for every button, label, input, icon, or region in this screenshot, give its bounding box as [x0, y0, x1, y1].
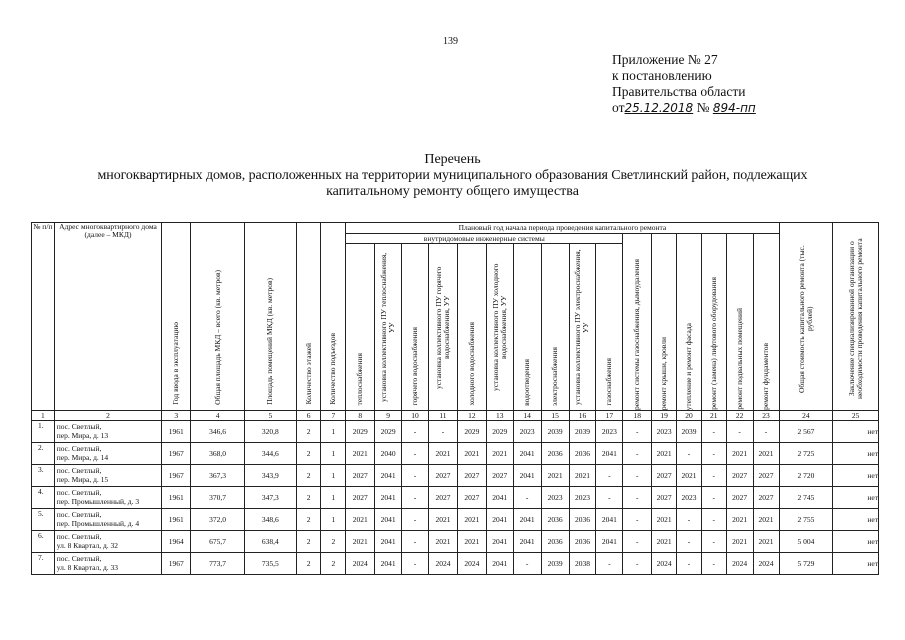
cell-col-21: - [701, 421, 726, 443]
title-line-2: многоквартирных домов, расположенных на территории муниципального образования Светлинский район, подлежащих [97, 168, 808, 183]
cell-col-17: - [596, 553, 623, 575]
cell-col-19: 2027 [652, 465, 677, 487]
cell-col-18: - [623, 487, 652, 509]
cell-col-18: - [623, 465, 652, 487]
header-year: Год ввода в эксплуатацию [162, 223, 191, 411]
header-systems-group: внутридомовые инженерные системы [346, 234, 623, 244]
cell-col-17: 2041 [596, 531, 623, 553]
cell-col-23: 2021 [753, 531, 779, 553]
cell-col-20: 2039 [677, 421, 702, 443]
cell-col-25: нет [833, 421, 879, 443]
cell-col-24: 5 004 [779, 531, 833, 553]
cell-col-20: - [677, 509, 702, 531]
cell-col-22: 2024 [726, 553, 753, 575]
cell-col-3: 1967 [162, 553, 191, 575]
cell-col-18: - [623, 421, 652, 443]
cell-col-16: 2036 [569, 531, 596, 553]
header-basement: ремонт подвальных помещений [726, 234, 753, 411]
table-row [32, 509, 879, 531]
cell-col-23: 2024 [753, 553, 779, 575]
cell-col-5: 343,9 [244, 465, 296, 487]
cell-col-4: 367,3 [191, 465, 245, 487]
cell-col-6: 2 [296, 443, 321, 465]
cell-col-22: 2021 [726, 531, 753, 553]
column-number: 13 [486, 411, 513, 421]
header-total-area: Общая площадь МКД – всего (кв. метров) [191, 223, 245, 411]
row-number: 3. [32, 465, 55, 487]
row-number: 4. [32, 487, 55, 509]
cell-col-16: 2039 [569, 421, 596, 443]
cell-col-15: 2036 [541, 443, 569, 465]
appendix-government: Правительства области [612, 84, 746, 99]
cell-col-10: - [402, 531, 429, 553]
cell-col-23: 2021 [753, 509, 779, 531]
column-number: 6 [296, 411, 321, 421]
cell-col-23: 2027 [753, 465, 779, 487]
cell-col-4: 370,7 [191, 487, 245, 509]
cell-col-19: 2024 [652, 553, 677, 575]
cell-col-15: 2023 [541, 487, 569, 509]
cell-col-3: 1961 [162, 487, 191, 509]
column-number: 4 [191, 411, 245, 421]
cell-col-11: 2024 [428, 553, 457, 575]
cell-col-13: 2029 [486, 421, 513, 443]
cell-col-20: - [677, 443, 702, 465]
document-title [0, 152, 905, 200]
cell-col-12: 2021 [457, 531, 486, 553]
appendix-date-line [612, 100, 756, 116]
cell-col-21: - [701, 465, 726, 487]
address-settlement: пос. Светлый, [56, 422, 102, 431]
cell-col-25: нет [833, 509, 879, 531]
column-number: 2 [54, 411, 162, 421]
cell-col-5: 348,6 [244, 509, 296, 531]
cell-col-12: 2021 [457, 443, 486, 465]
row-address [54, 421, 162, 443]
cell-col-18: - [623, 509, 652, 531]
cell-col-3: 1961 [162, 421, 191, 443]
cell-col-20: - [677, 531, 702, 553]
header-roof: ремонт крыши, кровли [652, 234, 677, 411]
row-address [54, 443, 162, 465]
column-number: 25 [833, 411, 879, 421]
cell-col-14: 2041 [513, 465, 541, 487]
title-line-3: капитальному ремонту общего имущества [326, 184, 579, 199]
address-street: пер. Промышленный, д. 4 [56, 519, 140, 528]
cell-col-14: 2041 [513, 443, 541, 465]
cell-col-8: 2027 [346, 487, 375, 509]
cell-col-24: 5 729 [779, 553, 833, 575]
row-number: 2. [32, 443, 55, 465]
cell-col-14: 2041 [513, 531, 541, 553]
page-number: 139 [443, 36, 458, 47]
cell-col-20: 2021 [677, 465, 702, 487]
address-settlement: пос. Светлый, [56, 532, 102, 541]
address-street: пер. Мира, д. 14 [56, 453, 109, 462]
cell-col-12: 2027 [457, 465, 486, 487]
appendix-title: Приложение № 27 [612, 52, 718, 67]
header-cold-water-meter: установка коллективного ПУ холодного водоснабжения, УУ [486, 244, 513, 411]
cell-col-14: - [513, 553, 541, 575]
header-hot-water: горячего водоснабжения [402, 244, 429, 411]
header-conclusion: Заключение специализированной организации о необходимости проведения капитального ремонта [833, 223, 879, 411]
cell-col-16: 2021 [569, 465, 596, 487]
cell-col-15: 2021 [541, 465, 569, 487]
appendix-block [612, 52, 756, 116]
column-number: 19 [652, 411, 677, 421]
column-number: 9 [375, 411, 402, 421]
cell-col-19: 2021 [652, 509, 677, 531]
column-number: 1 [32, 411, 55, 421]
cell-col-3: 1967 [162, 443, 191, 465]
header-plan-group: Плановый год начала периода проведения капитального ремонта [346, 223, 779, 234]
header-entrances: Количество подъездов [321, 223, 346, 411]
header-floors: Количество этажей [296, 223, 321, 411]
cell-col-13: 2041 [486, 531, 513, 553]
column-number: 12 [457, 411, 486, 421]
cell-col-8: 2024 [346, 553, 375, 575]
cell-col-12: 2024 [457, 553, 486, 575]
cell-col-7: 1 [321, 421, 346, 443]
cell-col-14: 2023 [513, 421, 541, 443]
cell-col-13: 2041 [486, 487, 513, 509]
header-heating-meter: установка коллективного ПУ теплоснабжения, УУ [375, 244, 402, 411]
header-gas-system-repair: ремонт системы газоснабжения, дымоудаления [623, 234, 652, 411]
header-number: № п/п [32, 223, 55, 411]
column-number: 14 [513, 411, 541, 421]
table-body [32, 421, 879, 575]
cell-col-16: 2038 [569, 553, 596, 575]
address-settlement: пос. Светлый, [56, 488, 102, 497]
cell-col-3: 1964 [162, 531, 191, 553]
cell-col-20: - [677, 553, 702, 575]
cell-col-6: 2 [296, 465, 321, 487]
appendix-date: 25.12.2018 [624, 101, 694, 115]
cell-col-16: 2036 [569, 509, 596, 531]
cell-col-6: 2 [296, 531, 321, 553]
header-hot-water-meter: установка коллективного ПУ горячего водоснабжения, УУ [428, 244, 457, 411]
cell-col-4: 368,0 [191, 443, 245, 465]
address-settlement: пос. Светлый, [56, 510, 102, 519]
cell-col-21: - [701, 443, 726, 465]
column-number: 8 [346, 411, 375, 421]
header-total-cost: Общая стоимость капитального ремонта (тыс. рублей) [779, 223, 833, 411]
cell-col-15: 2036 [541, 531, 569, 553]
table-row [32, 443, 879, 465]
column-number: 10 [402, 411, 429, 421]
column-number: 7 [321, 411, 346, 421]
cell-col-11: 2027 [428, 487, 457, 509]
cell-col-13: 2021 [486, 443, 513, 465]
cell-col-25: нет [833, 531, 879, 553]
appendix-resolution: к постановлению [612, 68, 712, 83]
address-street: ул. 8 Квартал, д. 33 [56, 563, 119, 572]
cell-col-19: 2021 [652, 531, 677, 553]
column-number: 5 [244, 411, 296, 421]
header-foundation: ремонт фундаментов [753, 234, 779, 411]
cell-col-9: 2041 [375, 509, 402, 531]
cell-col-20: 2023 [677, 487, 702, 509]
column-number: 23 [753, 411, 779, 421]
column-number: 17 [596, 411, 623, 421]
cell-col-18: - [623, 443, 652, 465]
cell-col-22: 2027 [726, 465, 753, 487]
table-row [32, 465, 879, 487]
cell-col-24: 2 745 [779, 487, 833, 509]
cell-col-3: 1967 [162, 465, 191, 487]
address-street: ул. 8 Квартал, д. 32 [56, 541, 119, 550]
cell-col-8: 2029 [346, 421, 375, 443]
address-street: пер. Промышленный, д. 3 [56, 497, 140, 506]
cell-col-17: - [596, 465, 623, 487]
header-electricity-meter: установка коллективного ПУ электроснабжения, УУ [569, 244, 596, 411]
cell-col-13: 2041 [486, 509, 513, 531]
cell-col-6: 2 [296, 487, 321, 509]
cell-col-10: - [402, 443, 429, 465]
row-address [54, 465, 162, 487]
address-settlement: пос. Светлый, [56, 466, 102, 475]
cell-col-22: 2027 [726, 487, 753, 509]
cell-col-13: 2027 [486, 465, 513, 487]
cell-col-5: 638,4 [244, 531, 296, 553]
header-facade: утепление и ремонт фасада [677, 234, 702, 411]
cell-col-22: - [726, 421, 753, 443]
cell-col-12: 2021 [457, 509, 486, 531]
cell-col-13: 2041 [486, 553, 513, 575]
table-row [32, 487, 879, 509]
cell-col-7: 1 [321, 509, 346, 531]
cell-col-15: 2036 [541, 509, 569, 531]
cell-col-18: - [623, 553, 652, 575]
cell-col-23: - [753, 421, 779, 443]
repair-table [31, 222, 879, 575]
cell-col-10: - [402, 487, 429, 509]
cell-col-22: 2021 [726, 509, 753, 531]
row-address [54, 509, 162, 531]
address-street: пер. Мира, д. 13 [56, 431, 109, 440]
column-number-row [32, 411, 879, 421]
cell-col-7: 2 [321, 531, 346, 553]
cell-col-7: 1 [321, 487, 346, 509]
cell-col-11: 2021 [428, 531, 457, 553]
column-number: 16 [569, 411, 596, 421]
cell-col-12: 2029 [457, 421, 486, 443]
address-settlement: пос. Светлый, [56, 444, 102, 453]
cell-col-3: 1961 [162, 509, 191, 531]
cell-col-25: нет [833, 443, 879, 465]
cell-col-14: - [513, 487, 541, 509]
cell-col-5: 347,3 [244, 487, 296, 509]
cell-col-4: 773,7 [191, 553, 245, 575]
cell-col-9: 2040 [375, 443, 402, 465]
cell-col-4: 346,6 [191, 421, 245, 443]
cell-col-17: - [596, 487, 623, 509]
cell-col-25: нет [833, 487, 879, 509]
cell-col-5: 320,8 [244, 421, 296, 443]
cell-col-17: 2023 [596, 421, 623, 443]
cell-col-18: - [623, 531, 652, 553]
cell-col-16: 2023 [569, 487, 596, 509]
cell-col-23: 2021 [753, 443, 779, 465]
column-number: 15 [541, 411, 569, 421]
header-gas: газоснабжения [596, 244, 623, 411]
cell-col-24: 2 755 [779, 509, 833, 531]
row-number: 7. [32, 553, 55, 575]
column-number: 18 [623, 411, 652, 421]
cell-col-11: - [428, 421, 457, 443]
cell-col-8: 2027 [346, 465, 375, 487]
cell-col-9: 2041 [375, 553, 402, 575]
cell-col-22: 2021 [726, 443, 753, 465]
appendix-date-prefix: от [612, 100, 625, 115]
title-line-1: Перечень [424, 152, 481, 167]
table-row [32, 421, 879, 443]
cell-col-9: 2029 [375, 421, 402, 443]
appendix-number-sign: № [696, 100, 710, 115]
cell-col-19: 2023 [652, 421, 677, 443]
address-street: пер. Мира, д. 15 [56, 475, 109, 484]
cell-col-6: 2 [296, 509, 321, 531]
column-number: 20 [677, 411, 702, 421]
header-sewerage: водоотведения [513, 244, 541, 411]
cell-col-10: - [402, 465, 429, 487]
cell-col-21: - [701, 487, 726, 509]
cell-col-21: - [701, 553, 726, 575]
appendix-number: 894-пп [712, 101, 756, 115]
cell-col-24: 2 567 [779, 421, 833, 443]
cell-col-6: 2 [296, 553, 321, 575]
cell-col-14: 2041 [513, 509, 541, 531]
cell-col-4: 372,0 [191, 509, 245, 531]
header-address: Адрес многоквартирного дома (далее – МКД) [54, 223, 162, 411]
header-cold-water: холодного водоснабжения [457, 244, 486, 411]
cell-col-9: 2041 [375, 487, 402, 509]
cell-col-11: 2027 [428, 465, 457, 487]
cell-col-10: - [402, 553, 429, 575]
cell-col-7: 1 [321, 465, 346, 487]
cell-col-19: 2021 [652, 443, 677, 465]
cell-col-8: 2021 [346, 531, 375, 553]
cell-col-15: 2039 [541, 421, 569, 443]
cell-col-17: 2041 [596, 509, 623, 531]
cell-col-7: 2 [321, 553, 346, 575]
row-number: 5. [32, 509, 55, 531]
cell-col-15: 2039 [541, 553, 569, 575]
cell-col-17: 2041 [596, 443, 623, 465]
cell-col-8: 2021 [346, 443, 375, 465]
cell-col-21: - [701, 531, 726, 553]
column-number: 11 [428, 411, 457, 421]
cell-col-9: 2041 [375, 465, 402, 487]
header-heating: теплоснабжения [346, 244, 375, 411]
row-number: 1. [32, 421, 55, 443]
cell-col-10: - [402, 421, 429, 443]
cell-col-21: - [701, 509, 726, 531]
header-electricity: электроснабжения [541, 244, 569, 411]
cell-col-5: 344,6 [244, 443, 296, 465]
cell-col-25: нет [833, 553, 879, 575]
row-address [54, 531, 162, 553]
cell-col-4: 675,7 [191, 531, 245, 553]
cell-col-11: 2021 [428, 509, 457, 531]
header-premises-area: Площадь помещений МКД (кв. метров) [244, 223, 296, 411]
cell-col-24: 2 720 [779, 465, 833, 487]
cell-col-24: 2 725 [779, 443, 833, 465]
cell-col-19: 2027 [652, 487, 677, 509]
cell-col-5: 735,5 [244, 553, 296, 575]
cell-col-8: 2021 [346, 509, 375, 531]
cell-col-12: 2027 [457, 487, 486, 509]
header-elevator: ремонт (замена) лифтового оборудования [701, 234, 726, 411]
cell-col-25: нет [833, 465, 879, 487]
column-number: 21 [701, 411, 726, 421]
column-number: 24 [779, 411, 833, 421]
row-address [54, 553, 162, 575]
column-number: 3 [162, 411, 191, 421]
cell-col-16: 2036 [569, 443, 596, 465]
cell-col-10: - [402, 509, 429, 531]
table-row [32, 531, 879, 553]
column-number: 22 [726, 411, 753, 421]
cell-col-6: 2 [296, 421, 321, 443]
row-address [54, 487, 162, 509]
table-row [32, 553, 879, 575]
row-number: 6. [32, 531, 55, 553]
address-settlement: пос. Светлый, [56, 554, 102, 563]
cell-col-9: 2041 [375, 531, 402, 553]
cell-col-23: 2027 [753, 487, 779, 509]
cell-col-7: 1 [321, 443, 346, 465]
cell-col-11: 2021 [428, 443, 457, 465]
